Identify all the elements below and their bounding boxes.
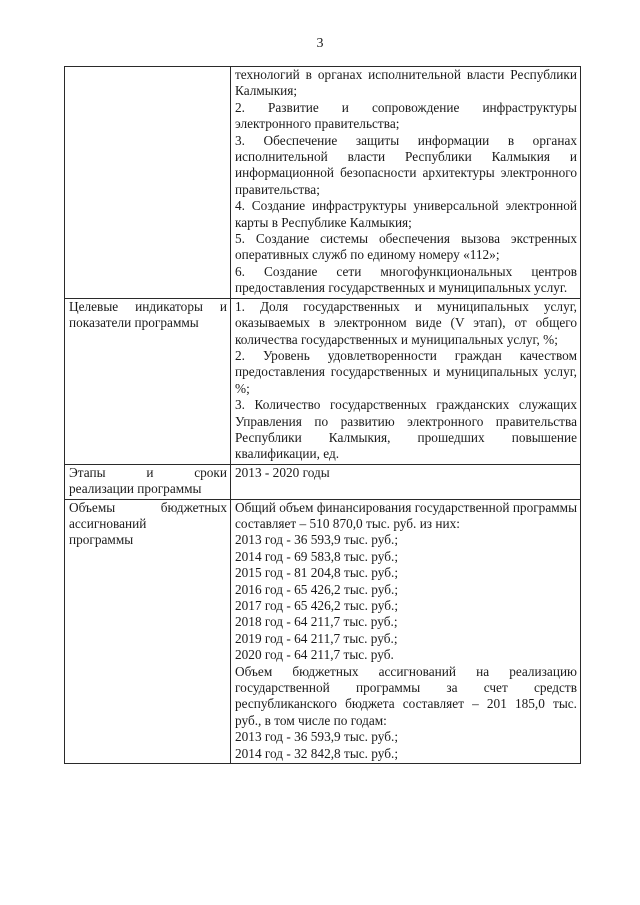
- row-content-cell: [231, 499, 581, 764]
- table-row: [65, 499, 581, 764]
- list-item: Общий объем финансирования государственной программы составляет – 510 870,0 тыс. руб. из них:: [235, 499, 577, 531]
- list-item: 2014 год - 32 842,8 тыс. руб.;: [235, 745, 399, 761]
- list-item: 2016 год - 65 426,2 тыс. руб.;: [235, 581, 399, 597]
- list-item: 2013 - 2020 годы: [235, 464, 330, 480]
- list-item: 3. Обеспечение защиты информации в органах исполнительной власти Республики Калмыкия и информационной безопасности архитектуры электронного правительства;: [235, 132, 577, 197]
- list-item: 1. Доля государственных и муниципальных услуг, оказываемых в электронном виде (V этап), от общего количества государственных и муниципальных услуг, %;: [235, 298, 577, 347]
- row-label-line: Объемы бюджетных: [69, 499, 227, 515]
- row-label-line: ассигнований: [69, 515, 147, 531]
- list-item: 2014 год - 69 583,8 тыс. руб.;: [235, 548, 399, 564]
- list-item: 2. Развитие и сопровождение инфраструктуры электронного правительства;: [235, 99, 577, 132]
- list-item: 2. Уровень удовлетворенности граждан качеством предоставления государственных и муниципальных услуг, %;: [235, 347, 577, 396]
- table-row: [65, 464, 581, 499]
- list-item: 2018 год - 64 211,7 тыс. руб.;: [235, 614, 398, 630]
- row-label-cell: [65, 499, 231, 764]
- list-item: 4. Создание инфраструктуры универсальной электронной карты в Республике Калмыкия;: [235, 198, 577, 230]
- row-content-cell: [231, 298, 581, 464]
- list-item: Объем бюджетных ассигнований на реализацию государственной программы за счет средств республиканского бюджета составляет – 201 185,0 тыс. руб., в том числе по годам:: [235, 663, 577, 728]
- list-item: технологий в органах исполнительной власти Республики Калмыкия;: [235, 67, 577, 99]
- row-label-cell: [65, 298, 231, 464]
- list-item: 2013 год - 36 593,9 тыс. руб.;: [235, 532, 399, 548]
- row-label-line: программы: [69, 532, 134, 548]
- row-label-cell: [65, 464, 231, 499]
- row-content-cell: [231, 464, 581, 499]
- row-label-line: показатели программы: [69, 315, 199, 331]
- row-label-line: Этапы и сроки: [69, 464, 227, 480]
- row-label-line: Целевые индикаторы и: [69, 298, 227, 314]
- list-item: 6. Создание сети многофункциональных центров предоставления государственных и муниципальных услуг.: [235, 263, 577, 296]
- list-item: 2017 год - 65 426,2 тыс. руб.;: [235, 598, 399, 613]
- page-number: 3: [316, 36, 324, 51]
- row-content-cell: [231, 67, 581, 299]
- table-row: [65, 298, 581, 464]
- list-item: 5. Создание системы обеспечения вызова экстренных оперативных служб по единому номеру «112»;: [235, 231, 577, 263]
- list-item: 2019 год - 64 211,7 тыс. руб.;: [235, 630, 398, 646]
- program-passport-table: [64, 66, 581, 764]
- list-item: 2020 год - 64 211,7 тыс. руб.: [235, 647, 394, 663]
- list-item: 3. Количество государственных гражданских служащих Управления по развитию электронного правительства Республики Калмыкия, прошедших повышение квалификации, ед.: [235, 397, 577, 462]
- table-row: [65, 67, 581, 299]
- row-label-cell: [65, 67, 231, 299]
- row-label-line: реализации программы: [69, 481, 202, 497]
- list-item: 2013 год - 36 593,9 тыс. руб.;: [235, 729, 399, 745]
- list-item: 2015 год - 81 204,8 тыс. руб.;: [235, 565, 399, 581]
